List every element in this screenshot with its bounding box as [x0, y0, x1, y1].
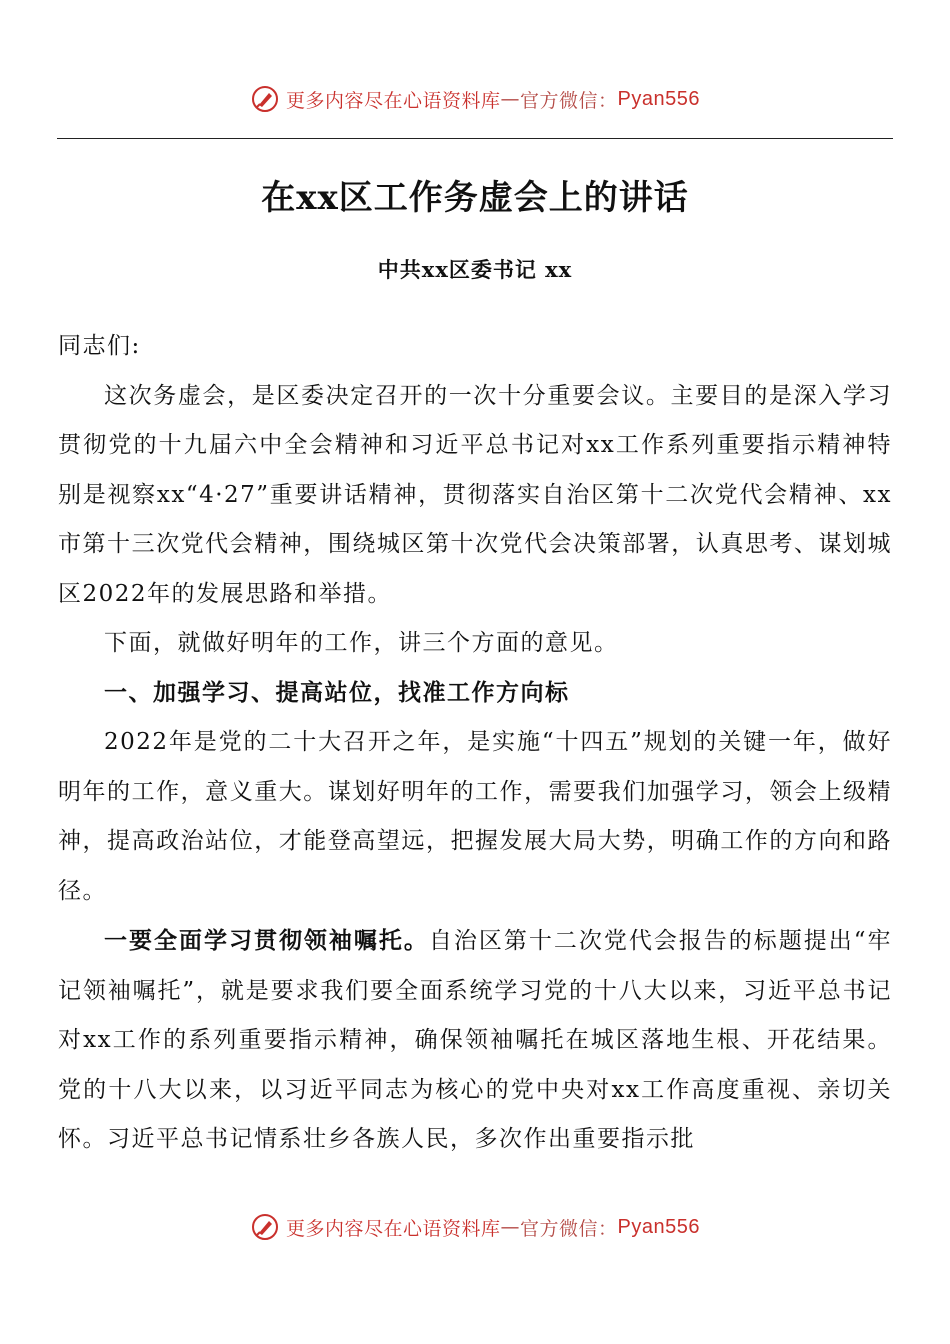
- point-1-lead: 一要全面学习贯彻领袖嘱托。: [104, 927, 429, 954]
- watermark-sub-text: 官方微信：: [520, 89, 618, 112]
- document-title: 在xx区工作务虚会上的讲话: [261, 178, 689, 218]
- paragraph-intro: 这次务虚会，是区委决定召开的一次十分重要会议。主要目的是深入学习贯彻党的十九届六中全会精神和习近平总书记对xx工作系列重要指示精神特别是视察xx“4·27”重要讲话精神，贯彻落实自治区第十二次党代会精神、xx市第十三次党代会精神，围绕城区第十次党代会决策部署，认真思考、谋划城区2022年的发展思路和举措。: [58, 382, 892, 607]
- watermark-main-text: 更多内容尽在心语资料库: [286, 89, 501, 112]
- watermark-main-text: 更多内容尽在心语资料库: [286, 1217, 501, 1240]
- paragraph-point-1: [58, 916, 892, 1165]
- header-divider: [57, 138, 893, 139]
- watermark-sub-text: 官方微信：: [520, 1217, 618, 1240]
- salutation: 同志们:: [58, 333, 141, 359]
- watermark-id: Pyan556: [617, 1215, 700, 1238]
- paragraph-section1-intro: 2022年是党的二十大召开之年，是实施“十四五”规划的关键一年，做好明年的工作，意义重大。谋划好明年的工作，需要我们加强学习，领会上级精神，提高政治站位，才能登高望远，把握发展大局大势，明确工作的方向和路径。: [58, 729, 892, 904]
- pen-nib-circle-icon: [250, 84, 280, 114]
- pen-nib-circle-icon: [250, 1212, 280, 1242]
- footer-watermark: [0, 1212, 950, 1242]
- document-body: [58, 322, 892, 1165]
- point-1-body: 自治区第十二次党代会报告的标题提出“牢记领袖嘱托”，就是要求我们要全面系统学习党的十八大以来，习近平总书记对xx工作的系列重要指示精神，确保领袖嘱托在城区落地生根、开花结果。党的十八大以来，以习近平同志为核心的党中央对xx工作高度重视、亲切关怀。习近平总书记情系壮乡各族人民，多次作出重要指示批: [58, 928, 892, 1152]
- watermark-dash: —: [500, 88, 521, 110]
- watermark-id: Pyan556: [617, 87, 700, 110]
- watermark-dash: —: [500, 1216, 521, 1238]
- document-author: 中共xx区委书记 xx: [377, 257, 573, 282]
- section-heading-1: 一、加强学习、提高站位，找准工作方向标: [104, 679, 570, 706]
- header-watermark: [0, 84, 950, 114]
- paragraph-outline: 下面，就做好明年的工作，讲三个方面的意见。: [104, 630, 619, 656]
